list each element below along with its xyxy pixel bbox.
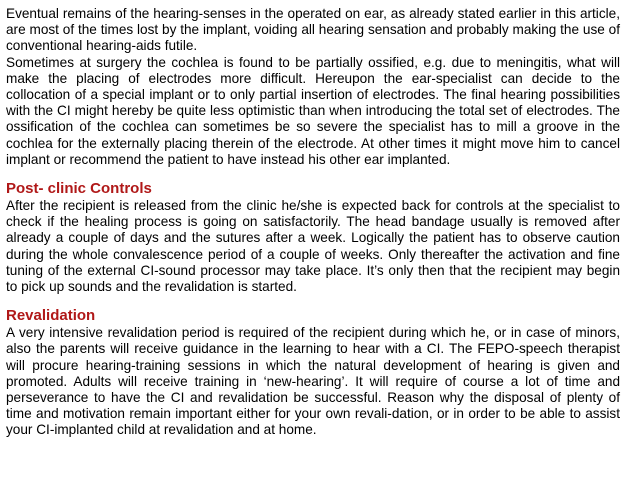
controls-paragraph: After the recipient is released from the clinic he/she is expected back for controls at the specialist to check if the healing process is going on satisfactorily. The head bandage usually is removed after already a couple of days and the sutures after a week. Logically the patient has to observe caution during the whole convalescence period of a couple of weeks. Only thereafter the activation and fine tuning of the external CI-sound processor may take place. It’s only then that the recipient may begin to pick up sounds and the revalidation is started.: [6, 198, 620, 295]
revalidation-heading: Revalidation: [6, 307, 96, 325]
section-spacer: [6, 295, 620, 307]
intro-paragraph-1: Eventual remains of the hearing-senses in the operated on ear, as already stated earlier in this article, are most of the times lost by the implant, voiding all hearing sensation and probably making the use of conventional hearing-aids futile.: [6, 6, 620, 54]
intro-paragraph-2: Sometimes at surgery the cochlea is found to be partially ossified, e.g. due to meningitis, what will make the placing of electrodes more difficult. Hereupon the ear-specialist can decide to the collocation of a special implant or to only partial insertion of electrodes. The final hearing possibilities with the CI might hereby be quite less optimistic than when introducing the total set of electrodes. The ossification of the cochlea can sometimes be so severe the specialist has to mill a groove in the cochlea for the externally placing therein of the electrode. At other times it might move him to cancel implant or recommend the patient to have instead his other ear implanted.: [6, 54, 620, 167]
document-body: [6, 6, 620, 439]
revalidation-paragraph: A very intensive revalidation period is required of the recipient during which he, or in case of minors, also the parents will receive guidance in the learning to hear with a CI. The FEPO-speech therapist will procure hearing-training sessions in which the natural development of hearing is given and promoted. Adults will receive training in ‘new-hearing’. It will require of course a lot of time and perseverance to have the CI and revalidation be successful. Reason why the disposal of plenty of time and motivation remain important either for your own revali-dation, or in order to be able to assist your CI-implanted child at revalidation and at home.: [6, 325, 620, 438]
section-spacer: [6, 168, 620, 180]
controls-heading: Post- clinic Controls: [6, 180, 152, 198]
